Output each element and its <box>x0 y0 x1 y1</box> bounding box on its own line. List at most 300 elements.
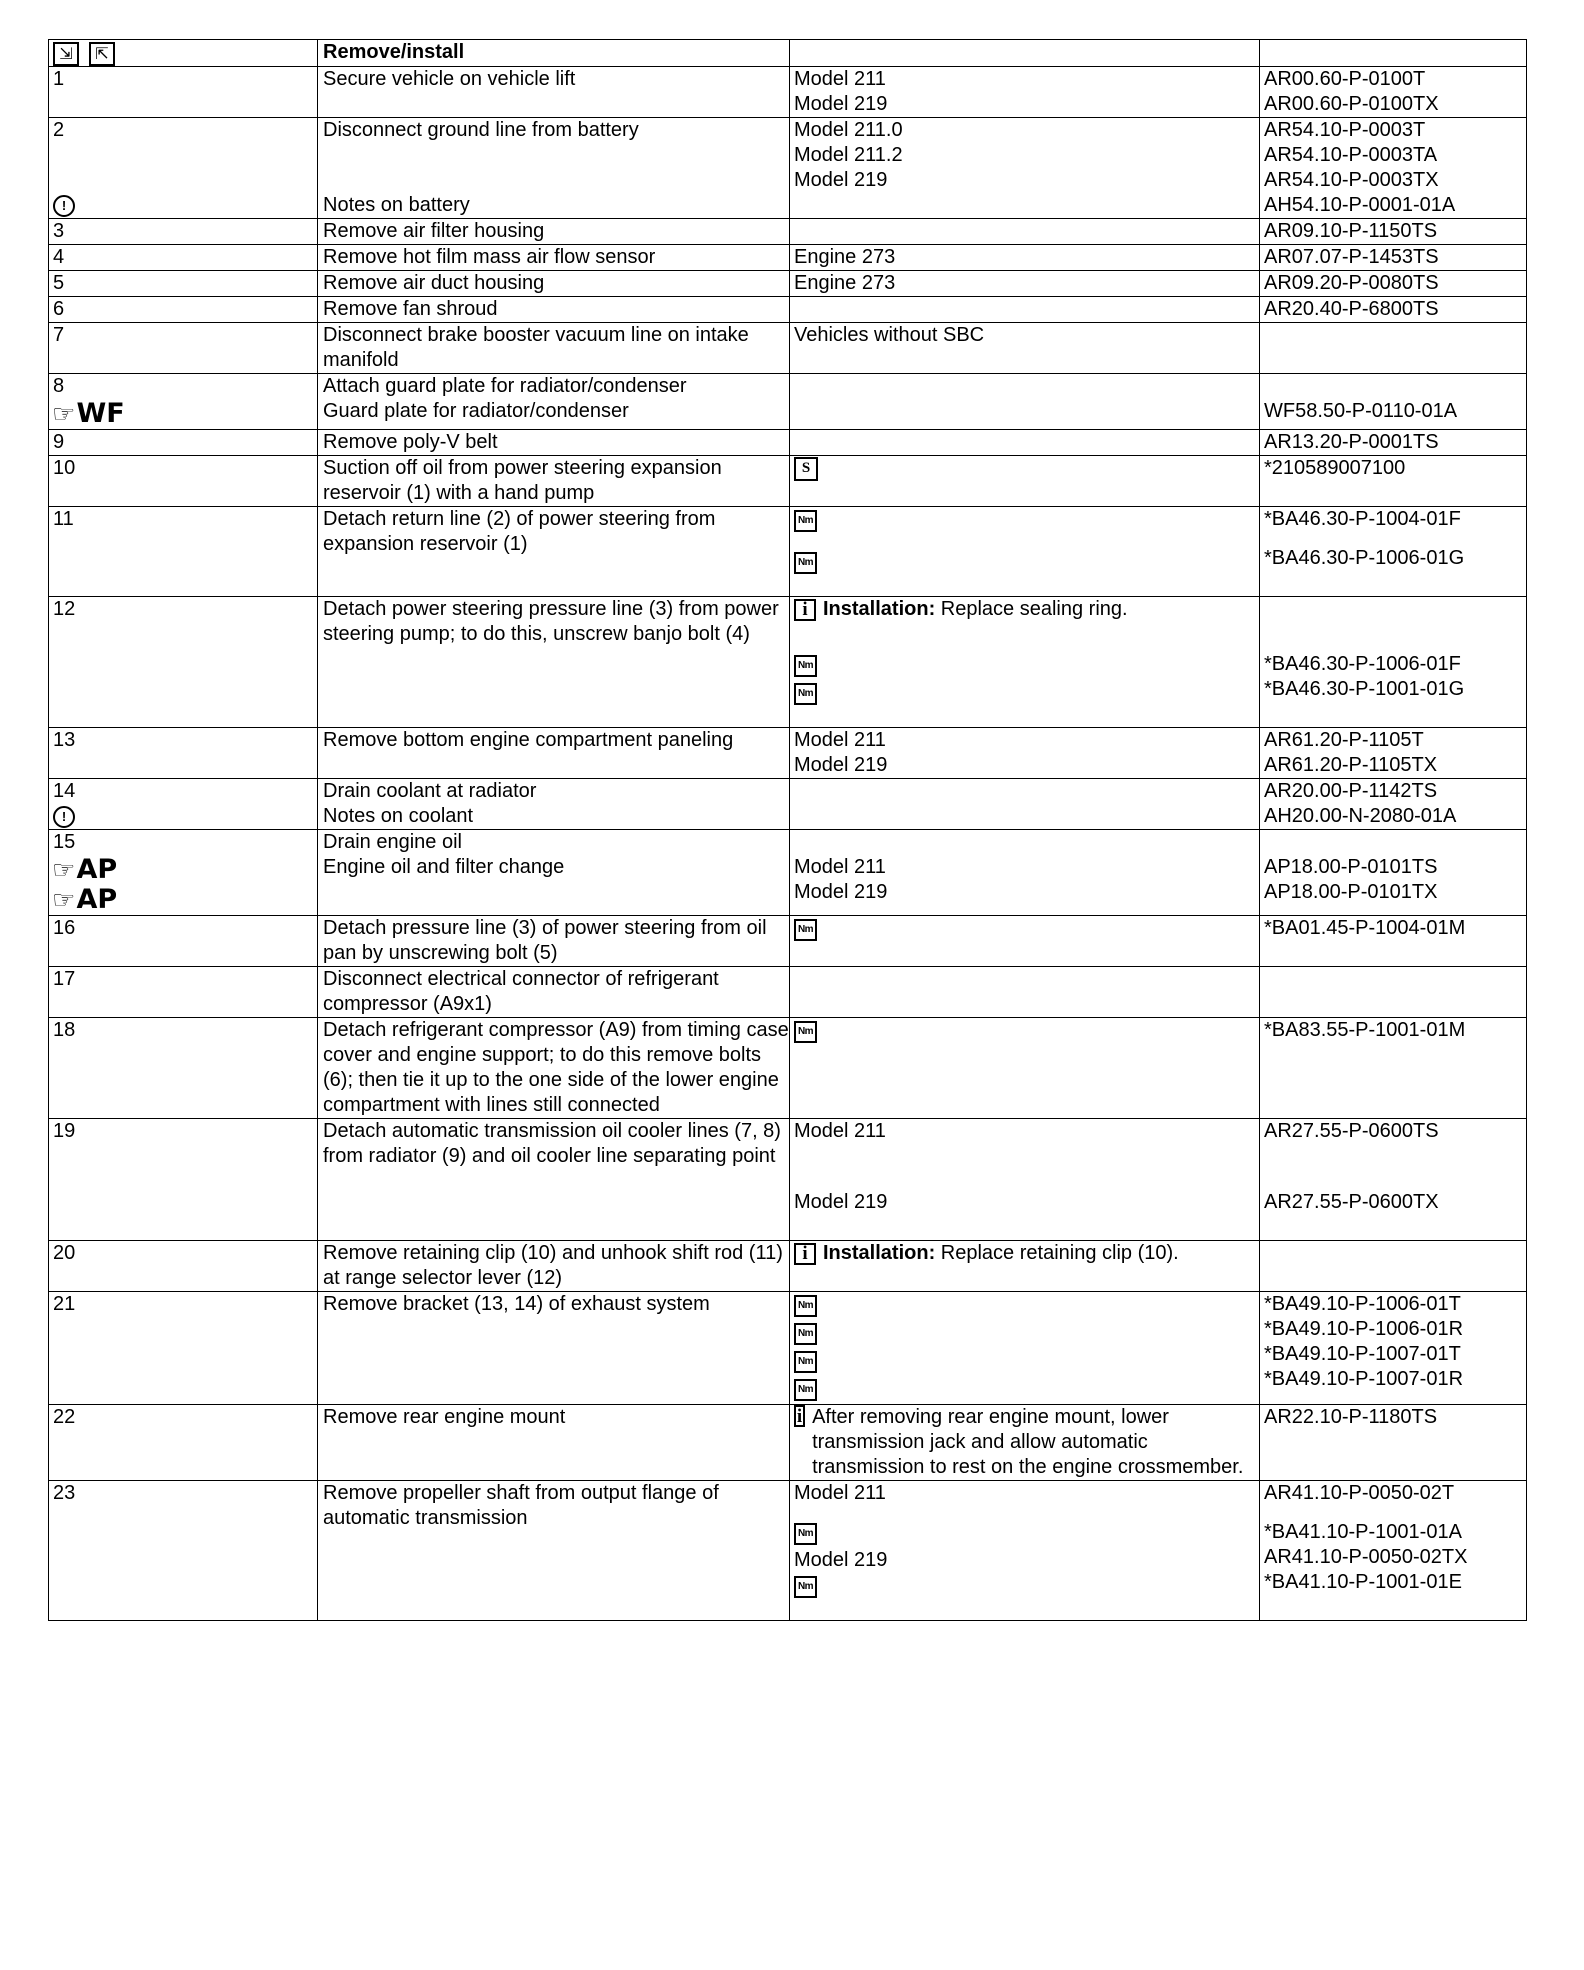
cell-line <box>794 456 1259 481</box>
cell-line <box>53 546 317 571</box>
cell-line <box>323 1342 789 1367</box>
cell-line <box>794 323 1259 348</box>
step-text: Remove poly-V belt <box>323 431 498 453</box>
info-icon: i <box>794 1243 816 1265</box>
cell-line <box>794 1292 1259 1320</box>
cell-line <box>53 67 317 92</box>
step-text: Detach automatic transmission oil cooler lines (7, 8) from radiator (9) and oil cooler line separating point <box>323 1120 781 1167</box>
reference-cell <box>1260 456 1527 507</box>
torque-icon[interactable]: Nm <box>794 683 817 705</box>
cell-line <box>794 118 1259 143</box>
step-number: 11 <box>53 508 74 530</box>
condition-text: Model 219 <box>794 1191 888 1213</box>
cell-line <box>1264 753 1526 778</box>
procedure-table-body <box>49 40 1527 1621</box>
cell-line <box>53 1367 317 1392</box>
step-number: 2 <box>53 119 65 141</box>
condition-cell <box>790 967 1260 1018</box>
step-number-cell <box>49 597 318 728</box>
cell-line <box>53 193 317 218</box>
step-number: 23 <box>53 1482 76 1504</box>
step-description-cell <box>318 374 790 430</box>
step-number-cell <box>49 1481 318 1621</box>
torque-icon[interactable]: Nm <box>794 1523 817 1545</box>
step-text: Suction off oil from power steering expansion reservoir (1) with a hand pump <box>323 457 722 504</box>
reference-link[interactable]: *BA46.30-P-1004-01F <box>1264 508 1461 530</box>
cell-line <box>794 830 1259 855</box>
torque-icon[interactable]: Nm <box>794 1021 817 1043</box>
step-description-cell <box>318 1119 790 1241</box>
cell-line <box>794 143 1259 168</box>
cell-line <box>323 168 789 193</box>
reference-link[interactable]: AR22.10-P-1180TS <box>1264 1406 1438 1428</box>
torque-icon[interactable]: Nm <box>794 1295 817 1317</box>
condition-cell <box>790 728 1260 779</box>
reference-link[interactable]: AR54.10-P-0003T <box>1264 119 1426 141</box>
cell-line <box>323 399 789 424</box>
reference-link[interactable]: AR20.00-P-1142TS <box>1264 780 1438 802</box>
cell-line <box>794 753 1259 778</box>
condition-text: Model 219 <box>794 169 888 191</box>
reference-cell <box>1260 430 1527 456</box>
condition-cell <box>790 1481 1260 1621</box>
step-description-cell <box>318 456 790 507</box>
reference-link[interactable]: AR27.55-P-0600TS <box>1264 1120 1439 1142</box>
cell-line <box>1264 118 1526 143</box>
step-description-cell <box>318 916 790 967</box>
cell-line <box>53 855 317 885</box>
cell-line <box>794 92 1259 117</box>
cell-line <box>794 1520 1259 1548</box>
reference-link[interactable]: AR13.20-P-0001TS <box>1264 431 1439 453</box>
reference-cell <box>1260 1481 1527 1621</box>
cell-line <box>323 245 789 270</box>
step-text: Remove rear engine mount <box>323 1406 566 1428</box>
cell-line <box>794 1320 1259 1348</box>
cell-line <box>794 597 1259 622</box>
cell-line <box>1264 143 1526 168</box>
step-description-cell <box>318 67 790 118</box>
step-number-cell <box>49 430 318 456</box>
cell-line <box>1264 880 1526 905</box>
step-number: 4 <box>53 246 65 268</box>
reference-cell <box>1260 219 1527 245</box>
table-row <box>49 430 1527 456</box>
workshop-reference-icon[interactable] <box>53 399 125 429</box>
condition-text: Model 219 <box>794 754 888 776</box>
step-number-cell <box>49 967 318 1018</box>
reference-link[interactable]: *BA49.10-P-1007-01T <box>1264 1343 1461 1365</box>
cell-line <box>1264 779 1526 804</box>
cell-line <box>794 1119 1259 1144</box>
reference-cell <box>1260 67 1527 118</box>
step-number-cell <box>49 779 318 830</box>
condition-text: Model 211 <box>794 1120 886 1142</box>
step-number: 18 <box>53 1019 76 1041</box>
cell-line <box>1264 1520 1526 1545</box>
step-description-cell <box>318 1018 790 1119</box>
cell-line <box>53 507 317 532</box>
reference-link[interactable]: AH20.00-N-2080-01A <box>1264 805 1457 827</box>
step-number: 5 <box>53 272 65 294</box>
cell-line <box>794 168 1259 193</box>
cell-line <box>53 652 317 677</box>
condition-cell <box>790 916 1260 967</box>
condition-cell <box>790 1292 1260 1405</box>
cell-line <box>1264 1545 1526 1570</box>
cell-line <box>323 597 789 647</box>
torque-icon[interactable]: Nm <box>794 1576 817 1598</box>
reference-cell <box>1260 830 1527 916</box>
reference-link[interactable]: *BA41.10-P-1001-01E <box>1264 1571 1462 1593</box>
condition-cell <box>790 430 1260 456</box>
reference-link[interactable]: AR54.10-P-0003TX <box>1264 169 1439 191</box>
step-number-cell <box>49 118 318 219</box>
work-procedure-icon[interactable] <box>53 855 117 885</box>
condition-text: Model 211 <box>794 1482 886 1504</box>
cell-line <box>794 430 1259 455</box>
step-text: Guard plate for radiator/condenser <box>323 400 629 422</box>
condition-cell <box>790 1119 1260 1241</box>
cell-line <box>323 323 789 373</box>
condition-cell <box>790 507 1260 597</box>
cell-line <box>53 1520 317 1545</box>
cell-line <box>323 507 789 557</box>
cell-line <box>794 967 1259 992</box>
cell-line <box>53 1317 317 1342</box>
cell-line <box>1264 1405 1526 1430</box>
table-row <box>49 118 1527 219</box>
cell-line <box>323 1241 789 1291</box>
reference-link[interactable]: AR09.10-P-1150TS <box>1264 220 1438 242</box>
reference-link[interactable]: *BA01.45-P-1004-01M <box>1264 917 1466 939</box>
condition-cell <box>790 1405 1260 1481</box>
cell-line <box>53 885 317 915</box>
cell-line <box>53 677 317 702</box>
step-text: Remove bracket (13, 14) of exhaust system <box>323 1293 710 1315</box>
cell-line <box>794 916 1259 944</box>
cell-line <box>323 880 789 905</box>
cell-line <box>53 967 317 992</box>
reference-link[interactable]: AR41.10-P-0050-02T <box>1264 1482 1455 1504</box>
cell-line <box>53 1119 317 1144</box>
reference-cell <box>1260 118 1527 219</box>
step-description-cell <box>318 118 790 219</box>
expand-icon[interactable]: ⇲ <box>53 42 79 66</box>
cell-line <box>323 571 789 596</box>
step-text: Notes on battery <box>323 194 470 216</box>
cell-line <box>53 143 317 168</box>
cell-line <box>323 855 789 880</box>
cell-line <box>323 374 789 399</box>
header-title: Remove/install <box>323 41 465 63</box>
step-text: Detach return line (2) of power steering from expansion reservoir (1) <box>323 508 716 555</box>
condition-text: Model 219 <box>794 93 888 115</box>
cell-line <box>794 1405 1259 1480</box>
cell-line <box>794 271 1259 296</box>
torque-icon[interactable]: Nm <box>794 1351 817 1373</box>
notes-icon[interactable]: ! <box>53 806 75 828</box>
reference-link[interactable]: *210589007100 <box>1264 457 1406 479</box>
step-number: 16 <box>53 917 76 939</box>
cell-line <box>53 297 317 322</box>
reference-link[interactable]: *BA83.55-P-1001-01M <box>1264 1019 1466 1041</box>
cell-line <box>53 118 317 143</box>
condition-cell <box>790 67 1260 118</box>
cell-line <box>323 753 789 778</box>
table-row <box>49 728 1527 779</box>
reference-link[interactable]: AP18.00-P-0101TX <box>1264 881 1438 903</box>
cell-line <box>53 168 317 193</box>
header-empty-cell <box>1260 40 1527 67</box>
table-row <box>49 219 1527 245</box>
step-number: 7 <box>53 324 65 346</box>
step-number: 1 <box>53 68 65 90</box>
cell-line <box>794 1376 1259 1404</box>
procedure-table <box>48 39 1527 1621</box>
reference-link[interactable]: *BA49.10-P-1007-01R <box>1264 1368 1464 1390</box>
cell-line <box>1264 456 1526 481</box>
step-number: 17 <box>53 968 76 990</box>
cell-line <box>53 430 317 455</box>
step-number-cell <box>49 507 318 597</box>
step-description-cell <box>318 219 790 245</box>
cell-line <box>53 804 317 829</box>
condition-cell <box>790 1241 1260 1292</box>
condition-text: Model 211 <box>794 856 886 878</box>
reference-link[interactable]: AR09.20-P-0080TS <box>1264 272 1439 294</box>
reference-link[interactable]: WF58.50-P-0110-01A <box>1264 400 1458 422</box>
special-tool-icon[interactable]: S <box>794 457 818 481</box>
step-description-cell <box>318 597 790 728</box>
cell-line <box>794 1348 1259 1376</box>
condition-note-text: Replace retaining clip (10). <box>935 1242 1179 1264</box>
cell-line <box>323 1317 789 1342</box>
cell-line <box>1264 67 1526 92</box>
header-empty-cell <box>790 40 1260 67</box>
step-text: Remove air duct housing <box>323 272 545 294</box>
step-text: Remove air filter housing <box>323 220 545 242</box>
cell-line <box>1264 271 1526 296</box>
reference-link[interactable]: *BA46.30-P-1006-01F <box>1264 653 1461 675</box>
step-number-cell <box>49 245 318 271</box>
reference-link[interactable]: *BA46.30-P-1006-01G <box>1264 547 1465 569</box>
torque-icon[interactable]: Nm <box>794 655 817 677</box>
cell-line <box>323 92 789 117</box>
step-number-cell <box>49 374 318 430</box>
condition-cell <box>790 597 1260 728</box>
step-number-cell <box>49 1119 318 1241</box>
step-text: Remove hot film mass air flow sensor <box>323 246 656 268</box>
cell-line <box>53 728 317 753</box>
step-number: 13 <box>53 729 76 751</box>
step-number-cell <box>49 297 318 323</box>
step-number: 6 <box>53 298 65 320</box>
step-number-cell <box>49 219 318 245</box>
table-row <box>49 245 1527 271</box>
reference-cell <box>1260 728 1527 779</box>
cell-line <box>323 967 789 1017</box>
cell-line <box>1264 168 1526 193</box>
cell-line <box>794 804 1259 829</box>
cell-line <box>1264 1292 1526 1317</box>
cell-line <box>53 1570 317 1595</box>
cell-line <box>53 1342 317 1367</box>
step-text: Detach power steering pressure line (3) from power steering pump; to do this, unscrew banjo bolt (4) <box>323 598 779 645</box>
reference-link[interactable]: AR61.20-P-1105TX <box>1264 754 1438 776</box>
cell-line <box>1264 967 1526 992</box>
condition-cell <box>790 779 1260 830</box>
step-number-cell <box>49 67 318 118</box>
cell-line <box>1264 1481 1526 1506</box>
cell-line <box>53 271 317 296</box>
reference-link[interactable]: AR07.07-P-1453TS <box>1264 246 1439 268</box>
condition-text: Model 211.2 <box>794 144 903 166</box>
header-title-cell <box>318 40 790 67</box>
pointing-hand-icon: ☞ <box>51 886 76 914</box>
cell-line <box>794 67 1259 92</box>
step-description-cell <box>318 245 790 271</box>
reference-cell <box>1260 1292 1527 1405</box>
condition-note <box>823 597 1128 622</box>
torque-icon[interactable]: Nm <box>794 552 817 574</box>
cell-line <box>53 597 317 622</box>
info-icon: i <box>794 599 816 621</box>
torque-icon[interactable]: Nm <box>794 1323 817 1345</box>
table-row <box>49 1018 1527 1119</box>
notes-icon[interactable]: ! <box>53 195 75 217</box>
reference-link[interactable]: AR54.10-P-0003TA <box>1264 144 1438 166</box>
table-row <box>49 1292 1527 1405</box>
torque-icon[interactable]: Nm <box>794 919 817 941</box>
cell-line <box>794 855 1259 880</box>
cell-line <box>1264 219 1526 244</box>
cell-line <box>323 728 789 753</box>
step-number: 19 <box>53 1120 76 1142</box>
reference-link[interactable]: AR20.40-P-6800TS <box>1264 298 1439 320</box>
step-number: 22 <box>53 1406 76 1428</box>
reference-link[interactable]: AH54.10-P-0001-01A <box>1264 194 1456 216</box>
cell-line <box>323 67 789 92</box>
reference-link[interactable]: AR41.10-P-0050-02TX <box>1264 1546 1468 1568</box>
reference-link[interactable]: *BA49.10-P-1006-01T <box>1264 1293 1461 1315</box>
cell-line <box>794 1548 1259 1573</box>
cell-line <box>323 219 789 244</box>
step-description-cell <box>318 967 790 1018</box>
step-text: Disconnect electrical connector of refrigerant compressor (A9x1) <box>323 968 719 1015</box>
condition-note-text: After removing rear engine mount, lower transmission jack and allow automatic transmission to rest on the engine crossmember. <box>812 1406 1244 1478</box>
cell-line <box>1264 1317 1526 1342</box>
reference-cell <box>1260 323 1527 374</box>
cell-line <box>1264 1241 1526 1266</box>
reference-link[interactable]: AP18.00-P-0101TS <box>1264 856 1438 878</box>
torque-icon[interactable]: Nm <box>794 1379 817 1401</box>
reference-link[interactable]: *BA41.10-P-1001-01A <box>1264 1521 1462 1543</box>
cell-line <box>323 804 789 829</box>
condition-text: Vehicles without SBC <box>794 324 985 346</box>
cell-line <box>1264 830 1526 855</box>
cell-line <box>53 1545 317 1570</box>
cell-line <box>323 430 789 455</box>
condition-text: Engine 273 <box>794 272 896 294</box>
condition-cell <box>790 118 1260 219</box>
condition-text: Model 219 <box>794 1549 888 1571</box>
cell-line <box>323 1405 789 1430</box>
reference-cell <box>1260 779 1527 830</box>
cell-line <box>53 1481 317 1506</box>
reference-link[interactable]: AR61.20-P-1105T <box>1264 729 1424 751</box>
condition-cell <box>790 830 1260 916</box>
cell-line <box>1264 399 1526 424</box>
reference-link[interactable]: *BA49.10-P-1006-01R <box>1264 1318 1464 1340</box>
reference-link[interactable]: AR00.60-P-0100TX <box>1264 93 1439 115</box>
step-text: Disconnect ground line from battery <box>323 119 639 141</box>
reference-cell <box>1260 916 1527 967</box>
condition-cell <box>790 245 1260 271</box>
cell-line <box>323 456 789 506</box>
reference-link[interactable]: AR27.55-P-0600TX <box>1264 1191 1439 1213</box>
step-number-cell <box>49 830 318 916</box>
cell-line <box>53 1190 317 1215</box>
cell-line <box>323 1481 789 1531</box>
cell-line <box>323 830 789 855</box>
condition-text: Model 211 <box>794 68 886 90</box>
step-description-cell <box>318 779 790 830</box>
table-row <box>49 507 1527 597</box>
reference-cell <box>1260 1119 1527 1241</box>
cell-line <box>1264 374 1526 399</box>
cell-line <box>323 193 789 218</box>
condition-note-text: Replace sealing ring. <box>935 598 1128 620</box>
step-number-cell <box>49 916 318 967</box>
cell-line <box>1264 677 1526 702</box>
cell-line <box>53 245 317 270</box>
step-text: Drain coolant at radiator <box>323 780 537 802</box>
table-row <box>49 1481 1527 1621</box>
cell-line <box>323 1018 789 1118</box>
step-number-cell <box>49 323 318 374</box>
cell-line <box>323 1595 789 1620</box>
cell-line <box>323 677 789 702</box>
work-procedure-icon[interactable] <box>53 885 117 915</box>
cell-line <box>794 680 1259 708</box>
step-number-cell <box>49 1241 318 1292</box>
reference-cell <box>1260 1241 1527 1292</box>
torque-icon[interactable]: Nm <box>794 510 817 532</box>
cell-line <box>53 1018 317 1043</box>
reference-link[interactable]: AR00.60-P-0100T <box>1264 68 1426 90</box>
reference-cell <box>1260 967 1527 1018</box>
collapse-icon[interactable]: ⇱ <box>89 42 115 66</box>
step-text: Remove bottom engine compartment paneling <box>323 729 734 751</box>
reference-cell <box>1260 297 1527 323</box>
step-text: Notes on coolant <box>323 805 474 827</box>
cell-line <box>53 399 317 429</box>
cell-line <box>794 507 1259 535</box>
step-description-cell <box>318 323 790 374</box>
reference-link[interactable]: *BA46.30-P-1001-01G <box>1264 678 1465 700</box>
step-number-cell <box>49 1292 318 1405</box>
cell-line <box>1264 1018 1526 1043</box>
reference-type-label: AP <box>76 854 118 885</box>
cell-line <box>53 916 317 941</box>
cell-line <box>323 916 789 966</box>
condition-note-label: Installation: <box>823 598 936 620</box>
table-row <box>49 779 1527 830</box>
table-row <box>49 597 1527 728</box>
cell-line <box>1264 507 1526 532</box>
cell-line <box>1264 804 1526 829</box>
